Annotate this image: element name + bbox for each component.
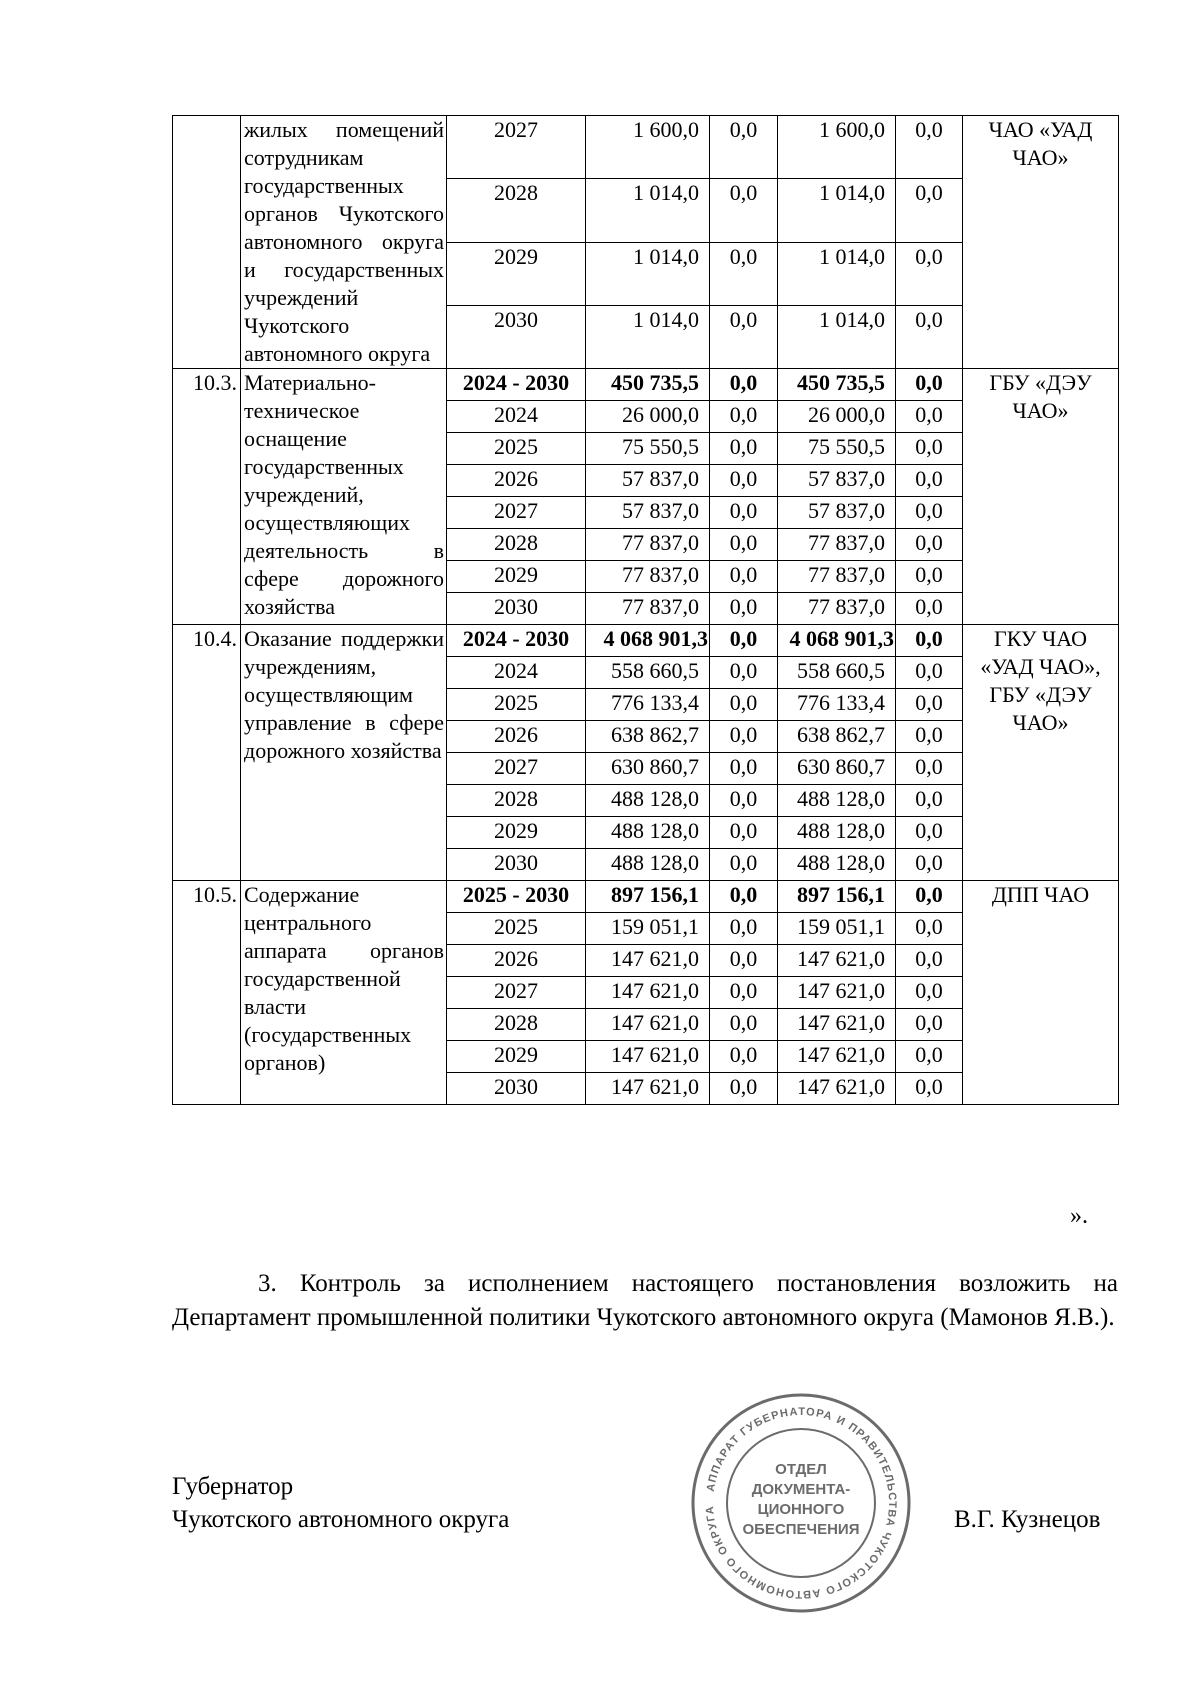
signature-title	[172, 1470, 509, 1536]
total-cell: 77 837,0	[586, 561, 710, 593]
federal-budget-cell: 0,0	[710, 529, 778, 561]
row-number: 10.4.	[173, 625, 241, 881]
federal-budget-cell: 0,0	[710, 561, 778, 593]
federal-budget-cell: 0,0	[710, 593, 778, 625]
period-cell: 2029	[447, 242, 586, 305]
other-sources-cell: 0,0	[896, 179, 963, 242]
signature-name: В.Г. Кузнецов	[954, 1506, 1101, 1533]
other-sources-cell: 0,0	[896, 465, 963, 497]
other-sources-cell: 0,0	[896, 689, 963, 721]
other-sources-cell: 0,0	[896, 721, 963, 753]
period-cell: 2025 - 2030	[447, 881, 586, 913]
regional-budget-cell: 1 014,0	[778, 305, 896, 368]
other-sources-cell: 0,0	[896, 977, 963, 1009]
other-sources-cell: 0,0	[896, 1073, 963, 1105]
period-cell: 2027	[447, 497, 586, 529]
other-sources-cell: 0,0	[896, 242, 963, 305]
activity-name: жилых помещений сотрудникам государственных органов Чукотского автономного округа и государственных учреждений Чукотского автономного округа	[241, 116, 447, 369]
activity-name: Материально-техническое оснащение государственных учреждений, осуществляющих деятельность в сфере дорожного хозяйства	[241, 369, 447, 625]
stamp-ring-text: АППАРАТ ГУБЕРНАТОРА И ПРАВИТЕЛЬСТВА ЧУКОТСКОГО АВТОНОМНОГО ОКРУГА	[703, 1405, 899, 1601]
federal-budget-cell: 0,0	[710, 689, 778, 721]
period-cell: 2026	[447, 945, 586, 977]
period-cell: 2028	[447, 529, 586, 561]
federal-budget-cell: 0,0	[710, 497, 778, 529]
period-cell: 2030	[447, 593, 586, 625]
period-cell: 2028	[447, 179, 586, 242]
row-number: 10.3.	[173, 369, 241, 625]
federal-budget-cell: 0,0	[710, 369, 778, 401]
other-sources-cell: 0,0	[896, 401, 963, 433]
total-cell: 147 621,0	[586, 1073, 710, 1105]
regional-budget-cell: 488 128,0	[778, 849, 896, 881]
federal-budget-cell: 0,0	[710, 1009, 778, 1041]
total-cell: 1 014,0	[586, 179, 710, 242]
regional-budget-cell: 147 621,0	[778, 977, 896, 1009]
budget-table	[172, 115, 1119, 1105]
activity-name: Оказание поддержки учреждениям, осуществляющим управление в сфере дорожного хозяйства	[241, 625, 447, 881]
federal-budget-cell: 0,0	[710, 881, 778, 913]
federal-budget-cell: 0,0	[710, 977, 778, 1009]
federal-budget-cell: 0,0	[710, 913, 778, 945]
regional-budget-cell: 147 621,0	[778, 1041, 896, 1073]
federal-budget-cell: 0,0	[710, 116, 778, 179]
total-cell: 147 621,0	[586, 945, 710, 977]
regional-budget-cell: 1 600,0	[778, 116, 896, 179]
federal-budget-cell: 0,0	[710, 433, 778, 465]
regional-budget-cell: 4 068 901,3	[778, 625, 896, 657]
stamp-center-line-1: ОТДЕЛ	[775, 1461, 827, 1478]
period-cell: 2030	[447, 305, 586, 368]
period-cell: 2025	[447, 913, 586, 945]
total-cell: 77 837,0	[586, 529, 710, 561]
other-sources-cell: 0,0	[896, 593, 963, 625]
period-cell: 2029	[447, 561, 586, 593]
federal-budget-cell: 0,0	[710, 753, 778, 785]
control-paragraph: 3. Контроль за исполнением настоящего постановления возложить на Департамент промышленной политики Чукотского автономного округа (Мамонов Я.В.).	[172, 1270, 1118, 1331]
total-cell: 159 051,1	[586, 913, 710, 945]
period-cell: 2029	[447, 817, 586, 849]
total-cell: 147 621,0	[586, 1041, 710, 1073]
regional-budget-cell: 147 621,0	[778, 945, 896, 977]
activity-name: Содержание центрального аппарата органов государственной власти (государственных органов)	[241, 881, 447, 1105]
total-cell: 776 133,4	[586, 689, 710, 721]
table-row	[173, 116, 1119, 179]
period-cell: 2024 - 2030	[447, 369, 586, 401]
federal-budget-cell: 0,0	[710, 785, 778, 817]
federal-budget-cell: 0,0	[710, 1041, 778, 1073]
federal-budget-cell: 0,0	[710, 945, 778, 977]
federal-budget-cell: 0,0	[710, 849, 778, 881]
other-sources-cell: 0,0	[896, 785, 963, 817]
table-row	[173, 881, 1119, 913]
other-sources-cell: 0,0	[896, 849, 963, 881]
other-sources-cell: 0,0	[896, 116, 963, 179]
executor-cell: ГБУ «ДЭУ ЧАО»	[963, 369, 1119, 625]
federal-budget-cell: 0,0	[710, 1073, 778, 1105]
table-row	[173, 369, 1119, 401]
total-cell: 897 156,1	[586, 881, 710, 913]
total-cell: 1 014,0	[586, 242, 710, 305]
regional-budget-cell: 450 735,5	[778, 369, 896, 401]
total-cell: 4 068 901,3	[586, 625, 710, 657]
total-cell: 147 621,0	[586, 977, 710, 1009]
other-sources-cell: 0,0	[896, 433, 963, 465]
period-cell: 2026	[447, 721, 586, 753]
table-row	[173, 625, 1119, 657]
period-cell: 2028	[447, 785, 586, 817]
regional-budget-cell: 1 014,0	[778, 242, 896, 305]
period-cell: 2027	[447, 977, 586, 1009]
federal-budget-cell: 0,0	[710, 179, 778, 242]
period-cell: 2026	[447, 465, 586, 497]
regional-budget-cell: 26 000,0	[778, 401, 896, 433]
other-sources-cell: 0,0	[896, 1009, 963, 1041]
period-cell: 2025	[447, 433, 586, 465]
other-sources-cell: 0,0	[896, 657, 963, 689]
stamp-center-line-2: ДОКУМЕНТА-	[751, 1481, 851, 1498]
other-sources-cell: 0,0	[896, 625, 963, 657]
total-cell: 75 550,5	[586, 433, 710, 465]
period-cell: 2027	[447, 753, 586, 785]
total-cell: 450 735,5	[586, 369, 710, 401]
regional-budget-cell: 776 133,4	[778, 689, 896, 721]
signature-title-line1: Губернатор	[172, 1473, 294, 1500]
federal-budget-cell: 0,0	[710, 305, 778, 368]
closing-quote: ».	[1070, 1203, 1088, 1229]
executor-cell: ДПП ЧАО	[963, 881, 1119, 1105]
period-cell: 2029	[447, 1041, 586, 1073]
other-sources-cell: 0,0	[896, 945, 963, 977]
federal-budget-cell: 0,0	[710, 817, 778, 849]
total-cell: 1 014,0	[586, 305, 710, 368]
total-cell: 558 660,5	[586, 657, 710, 689]
period-cell: 2028	[447, 1009, 586, 1041]
row-number: 10.5.	[173, 881, 241, 1105]
other-sources-cell: 0,0	[896, 529, 963, 561]
stamp-center-line-3: ЦИОННОГО	[757, 1501, 845, 1518]
regional-budget-cell: 77 837,0	[778, 529, 896, 561]
total-cell: 1 600,0	[586, 116, 710, 179]
total-cell: 77 837,0	[586, 593, 710, 625]
regional-budget-cell: 897 156,1	[778, 881, 896, 913]
regional-budget-cell: 57 837,0	[778, 497, 896, 529]
total-cell: 638 862,7	[586, 721, 710, 753]
federal-budget-cell: 0,0	[710, 465, 778, 497]
official-stamp	[688, 1390, 914, 1616]
federal-budget-cell: 0,0	[710, 625, 778, 657]
other-sources-cell: 0,0	[896, 305, 963, 368]
executor-cell: ЧАО «УАД ЧАО»	[963, 116, 1119, 369]
other-sources-cell: 0,0	[896, 497, 963, 529]
regional-budget-cell: 77 837,0	[778, 561, 896, 593]
regional-budget-cell: 147 621,0	[778, 1073, 896, 1105]
regional-budget-cell: 638 862,7	[778, 721, 896, 753]
period-cell: 2025	[447, 689, 586, 721]
other-sources-cell: 0,0	[896, 913, 963, 945]
total-cell: 630 860,7	[586, 753, 710, 785]
federal-budget-cell: 0,0	[710, 401, 778, 433]
period-cell: 2024	[447, 657, 586, 689]
other-sources-cell: 0,0	[896, 881, 963, 913]
regional-budget-cell: 77 837,0	[778, 593, 896, 625]
row-number	[173, 116, 241, 369]
period-cell: 2027	[447, 116, 586, 179]
other-sources-cell: 0,0	[896, 561, 963, 593]
regional-budget-cell: 488 128,0	[778, 785, 896, 817]
regional-budget-cell: 147 621,0	[778, 1009, 896, 1041]
total-cell: 488 128,0	[586, 849, 710, 881]
regional-budget-cell: 488 128,0	[778, 817, 896, 849]
other-sources-cell: 0,0	[896, 1041, 963, 1073]
regional-budget-cell: 57 837,0	[778, 465, 896, 497]
total-cell: 488 128,0	[586, 785, 710, 817]
regional-budget-cell: 558 660,5	[778, 657, 896, 689]
executor-cell: ГКУ ЧАО «УАД ЧАО», ГБУ «ДЭУ ЧАО»	[963, 625, 1119, 881]
total-cell: 57 837,0	[586, 497, 710, 529]
period-cell: 2024	[447, 401, 586, 433]
period-cell: 2024 - 2030	[447, 625, 586, 657]
federal-budget-cell: 0,0	[710, 242, 778, 305]
other-sources-cell: 0,0	[896, 753, 963, 785]
total-cell: 57 837,0	[586, 465, 710, 497]
period-cell: 2030	[447, 849, 586, 881]
total-cell: 26 000,0	[586, 401, 710, 433]
period-cell: 2030	[447, 1073, 586, 1105]
total-cell: 488 128,0	[586, 817, 710, 849]
federal-budget-cell: 0,0	[710, 721, 778, 753]
other-sources-cell: 0,0	[896, 369, 963, 401]
signature-title-line2: Чукотского автономного округа	[172, 1506, 510, 1533]
regional-budget-cell: 159 051,1	[778, 913, 896, 945]
regional-budget-cell: 75 550,5	[778, 433, 896, 465]
total-cell: 147 621,0	[586, 1009, 710, 1041]
regional-budget-cell: 630 860,7	[778, 753, 896, 785]
federal-budget-cell: 0,0	[710, 657, 778, 689]
other-sources-cell: 0,0	[896, 817, 963, 849]
regional-budget-cell: 1 014,0	[778, 179, 896, 242]
stamp-center-line-4: ОБЕСПЕЧЕНИЯ	[742, 1521, 860, 1538]
